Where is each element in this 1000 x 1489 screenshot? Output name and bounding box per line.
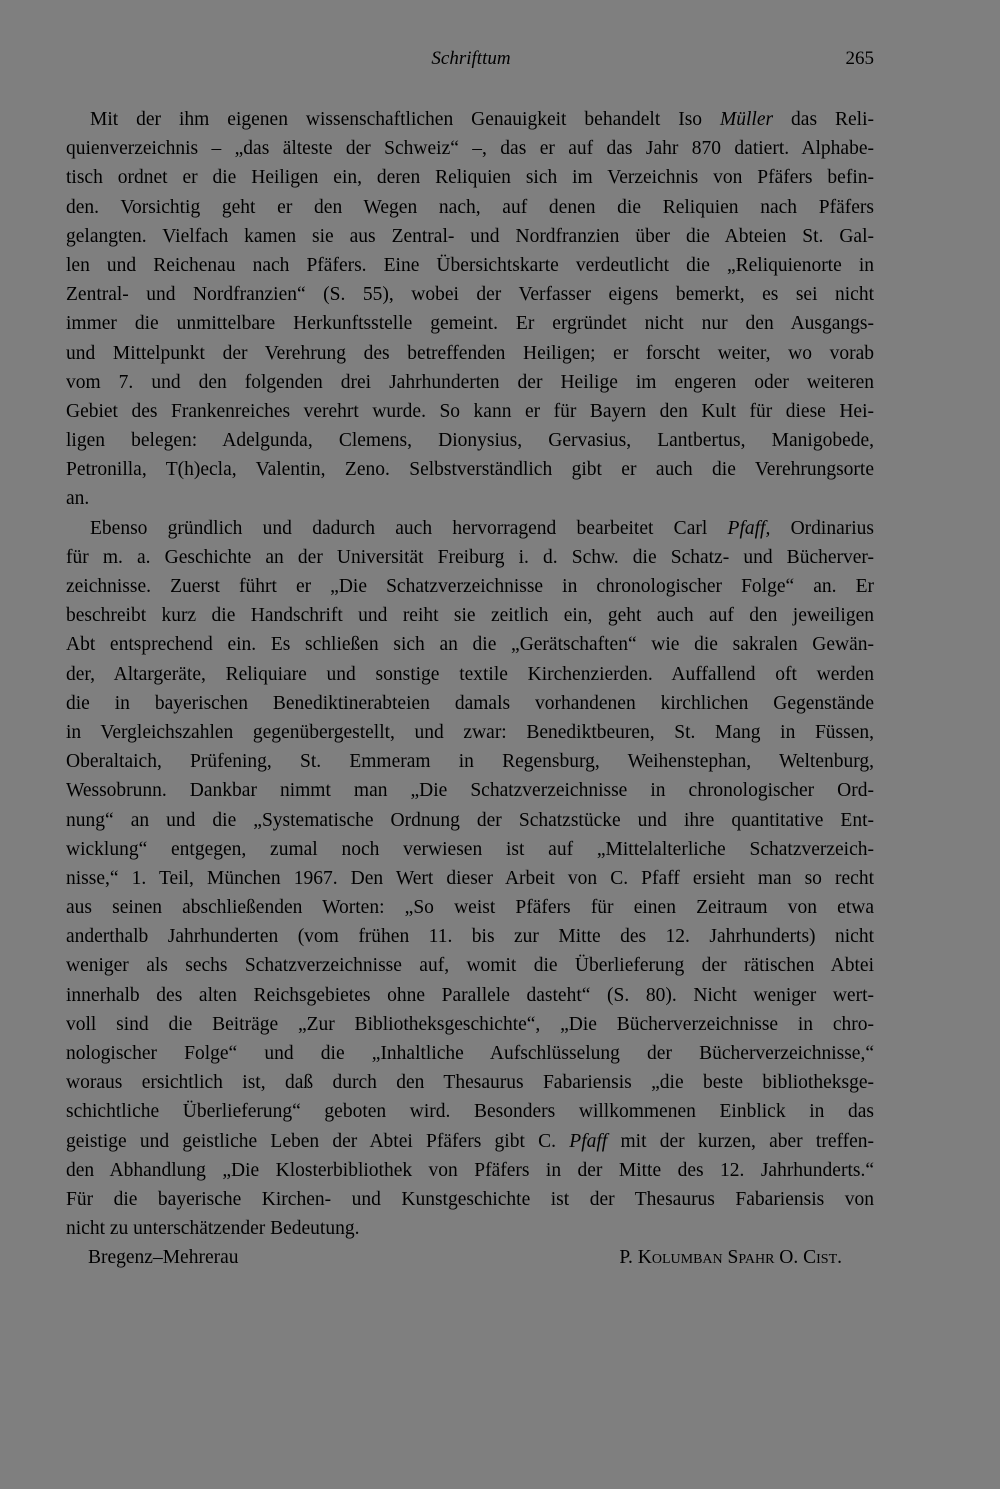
text-line (66, 163, 874, 192)
text-line (66, 747, 874, 776)
text-line (66, 543, 874, 572)
text-line (66, 1185, 874, 1214)
text-segment: nung“ an und die „Systematische Ordnung der Schatzstücke und ihre quantitative Ent- (66, 809, 874, 831)
text-segment: Abt entsprechend ein. Es schließen sich an die „Gerätschaften“ wie die sakralen Gewän- (66, 634, 874, 656)
text-segment: woraus ersichtlich ist, daß durch den Thesaurus Fabariensis „die beste bibliotheksge- (66, 1072, 874, 1094)
paragraph-1 (66, 105, 874, 514)
text-segment: beschreibt kurz die Handschrift und reiht sie zeitlich ein, geht auch auf den jeweiligen (66, 605, 874, 627)
text-segment: Mit der ihm eigenen wissenschaftlichen Genauigkeit behandelt Iso (90, 109, 720, 130)
text-line (66, 718, 874, 747)
text-segment: Zentral- und Nordfranzien“ (S. 55), wobei der Verfasser eigens bemerkt, es sei nicht (66, 284, 874, 306)
text-line (66, 134, 874, 163)
text-line (66, 339, 874, 368)
text-line (66, 951, 874, 980)
text-line (66, 572, 874, 601)
text-line (66, 1068, 874, 1097)
text-segment: Wessobrunn. Dankbar nimmt man „Die Schatzverzeichnisse in chronologischer Ord- (66, 780, 874, 802)
page-header (68, 44, 874, 74)
text-line (66, 251, 874, 280)
text-segment: len und Reichenau nach Pfäfers. Eine Übersichtskarte verdeutlicht die „Reliquienorte in (66, 254, 874, 276)
text-line (66, 397, 874, 426)
text-segment: schichtliche Überlieferung“ geboten wird. Besonders willkommenen Einblick in das (66, 1101, 874, 1123)
text-segment: Ebenso gründlich und dadurch auch hervorragend bearbeitet Carl (90, 517, 728, 539)
text-line (66, 835, 874, 864)
text-segment: nisse,“ 1. Teil, München 1967. Den Wert dieser Arbeit von C. Pfaff ersieht man so recht (66, 867, 874, 889)
signature-author: P. Kolumban Spahr O. Cist. (619, 1247, 842, 1269)
text-line (66, 1039, 874, 1068)
text-line (66, 1156, 874, 1185)
text-segment: an. (66, 488, 90, 510)
signature-place: Bregenz–Mehrerau (88, 1247, 239, 1269)
text-line (66, 280, 874, 309)
text-segment: innerhalb des alten Reichsgebietes ohne Parallele dasteht“ (S. 80). Nicht weniger wert- (66, 984, 874, 1006)
text-segment: nologischer Folge“ und die „Inhaltliche Aufschlüsselung der Bücherverzeichnisse,“ (66, 1043, 874, 1064)
author-name: Müller (720, 109, 774, 130)
text-segment: in Vergleichszahlen gegenübergestellt, und zwar: Benediktbeuren, St. Mang in Füssen, (66, 721, 874, 743)
text-line (66, 455, 874, 484)
text-line (66, 630, 874, 659)
text-segment: tisch ordnet er die Heiligen ein, deren Reliquien sich im Verzeichnis von Pfäfers befin- (66, 167, 874, 189)
page-number: 265 (845, 48, 874, 69)
text-segment: die in bayerischen Benediktinerabteien damals vorhandenen kirchlichen Gegenstände (66, 692, 874, 714)
body-text (66, 105, 874, 1273)
text-segment: und Mittelpunkt der Verehrung des betreffenden Heiligen; er forscht weiter, wo vorab (66, 342, 874, 364)
running-title: Schrifttum (431, 48, 511, 69)
text-line (66, 864, 874, 893)
text-line (66, 309, 874, 338)
text-line (66, 1214, 874, 1243)
text-segment: weniger als sechs Schatzverzeichnisse auf, womit die Überlieferung der rätischen Abtei (66, 955, 874, 977)
text-segment: aus seinen abschließenden Worten: „So weist Pfäfers für einen Zeitraum von etwa (66, 897, 874, 919)
text-line (66, 514, 874, 543)
text-line (66, 660, 874, 689)
paragraph-2 (66, 514, 874, 1244)
text-line (66, 1097, 874, 1126)
text-segment: nicht zu unterschätzender Bedeutung. (66, 1218, 360, 1240)
text-segment: der, Altargeräte, Reliquiare und sonstige textile Kirchenzierden. Auffallend oft werden (66, 663, 874, 685)
text-segment: immer die unmittelbare Herkunftsstelle gemeint. Er ergründet nicht nur den Ausgangs- (66, 313, 874, 335)
text-segment: anderthalb Jahrhunderten (vom frühen 11. bis zur Mitte des 12. Jahrhunderts) nicht (66, 926, 874, 948)
text-segment: zeichnisse. Zuerst führt er „Die Schatzverzeichnisse in chronologischer Folge“ an. Er (66, 576, 874, 597)
text-line (66, 368, 874, 397)
text-line (66, 193, 874, 222)
author-name: Pfaff (569, 1130, 608, 1152)
text-line (66, 222, 874, 251)
text-segment: Für die bayerische Kirchen- und Kunstgeschichte ist der Thesaurus Fabariensis von (66, 1188, 874, 1210)
text-segment: wicklung“ entgegen, zumal noch verwiesen ist auf „Mittelalterliche Schatzverzeich- (66, 838, 874, 860)
text-line (66, 601, 874, 630)
text-line (66, 1010, 874, 1039)
text-segment: den Abhandlung „Die Klosterbibliothek von Pfäfers in der Mitte des 12. Jahrhunderts.“ (66, 1159, 874, 1181)
text-segment: Petronilla, T(h)ecla, Valentin, Zeno. Selbstverständlich gibt er auch die Verehrungsorte (66, 459, 874, 481)
text-line (66, 105, 874, 134)
text-segment: voll sind die Beiträge „Zur Bibliotheksgeschichte“, „Die Bücherverzeichnisse in chro- (66, 1013, 874, 1035)
text-segment: Gebiet des Frankenreiches verehrt wurde. So kann er für Bayern den Kult für diese Hei- (66, 400, 874, 422)
text-line (66, 922, 874, 951)
text-line (66, 893, 874, 922)
text-segment: das Reli- (773, 109, 874, 130)
text-segment: ligen belegen: Adelgunda, Clemens, Dionysius, Gervasius, Lantbertus, Manigobede, (66, 430, 874, 452)
signature-line (66, 1243, 874, 1272)
text-line (66, 689, 874, 718)
text-segment: geistige und geistliche Leben der Abtei Pfäfers gibt C. (66, 1130, 570, 1152)
text-segment: Oberaltaich, Prüfening, St. Emmeram in Regensburg, Weihenstephan, Weltenburg, (66, 751, 874, 773)
text-line (66, 484, 874, 513)
text-segment: Ordinarius (770, 517, 874, 539)
text-segment: gelangten. Vielfach kamen sie aus Zentral- und Nordfranzien über die Abteien St. Gal- (66, 225, 874, 247)
text-segment: quienverzeichnis – „das älteste der Schweiz“ –, das er auf das Jahr 870 datiert. Alphabe- (66, 138, 874, 160)
text-line (66, 776, 874, 805)
text-segment: den. Vorsichtig geht er den Wegen nach, auf denen die Reliquien nach Pfäfers (66, 196, 874, 218)
text-segment: mit der kurzen, aber treffen- (607, 1130, 875, 1152)
text-line (66, 981, 874, 1010)
text-segment: für m. a. Geschichte an der Universität Freiburg i. d. Schw. die Schatz- und Bücherver- (66, 546, 874, 568)
text-segment: vom 7. und den folgenden drei Jahrhunderten der Heilige im engeren oder weiteren (66, 371, 874, 393)
text-line (66, 1127, 874, 1156)
text-line (66, 426, 874, 455)
author-name: Pfaff, (727, 517, 771, 539)
text-line (66, 806, 874, 835)
